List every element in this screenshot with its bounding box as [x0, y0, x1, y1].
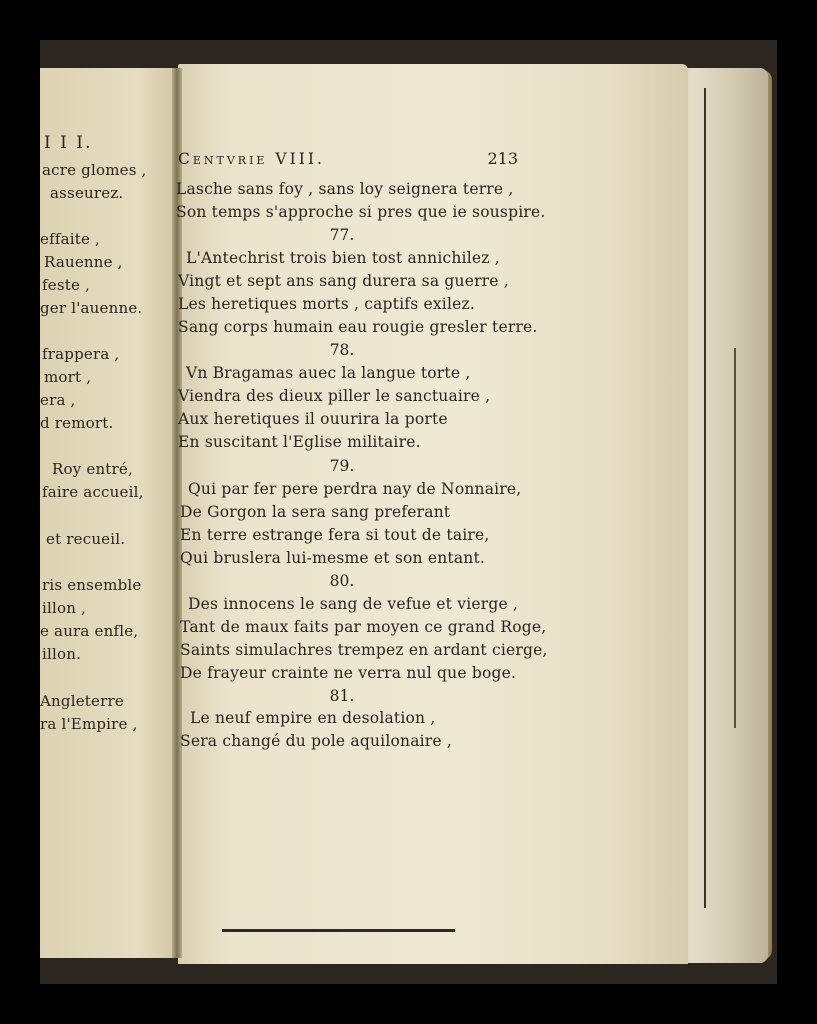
left-line: ris ensemble: [42, 576, 142, 594]
verse-line: Aux heretiques il ouurira la porte: [178, 410, 448, 428]
left-line: ra l'Empire ,: [40, 715, 138, 733]
verse-line: Des innocens le sang de vefue et vierge ,: [188, 595, 519, 613]
left-line: illon ,: [42, 599, 87, 617]
verse-line: Les heretiques morts , captifs exilez.: [178, 295, 475, 313]
verse-line: Lasche sans foy , sans loy seignera terre ,: [176, 180, 514, 198]
verse-line: Vn Bragamas auec la langue torte ,: [186, 364, 471, 382]
quatrain-number: 78.: [329, 341, 355, 359]
left-line: ger l'auenne.: [40, 299, 143, 317]
footer-rule: [222, 929, 455, 932]
left-line: Rauenne ,: [44, 253, 123, 271]
quatrain-number: 79.: [329, 457, 355, 475]
left-line: Angleterre: [40, 692, 124, 710]
verse-line: Qui bruslera lui-mesme et son entant.: [180, 549, 485, 567]
quatrain-number: 77.: [329, 226, 355, 244]
left-line: Roy entré,: [52, 460, 133, 478]
verse-line: Sang corps humain eau rougie gresler terre.: [178, 318, 538, 336]
left-line: et recueil.: [46, 530, 126, 548]
left-line: acre glomes ,: [42, 161, 147, 179]
verse-line: Son temps s'approche si pres que ie souspire.: [176, 203, 546, 221]
left-line: illon.: [42, 645, 82, 663]
running-title: Centvrie VIII.: [178, 150, 325, 168]
left-line: faire accueil,: [42, 483, 144, 501]
verse-line: Le neuf empire en desolation ,: [190, 709, 436, 727]
verse-line: L'Antechrist trois bien tost annichilez ,: [186, 249, 500, 267]
verse-line: De frayeur crainte ne verra nul que boge.: [180, 664, 517, 682]
verse-line: Sera changé du pole aquilonaire ,: [180, 732, 453, 750]
verse-line: Saints simulachres trempez en ardant cierge,: [180, 641, 548, 659]
verse-line: De Gorgon la sera sang preferant: [180, 503, 451, 521]
left-line: effaite ,: [40, 230, 100, 248]
left-line: asseurez.: [50, 184, 124, 202]
quatrain-number: 81.: [329, 687, 355, 705]
running-head: [178, 149, 518, 168]
verse-line: Viendra des dieux piller le sanctuaire ,: [178, 387, 491, 405]
left-running-head: I I I.: [44, 133, 93, 153]
left-line: e aura enfle,: [40, 622, 139, 640]
verse-line: Qui par fer pere perdra nay de Nonnaire,: [188, 480, 522, 498]
left-line: feste ,: [42, 276, 90, 294]
quatrain-number: 80.: [329, 572, 355, 590]
left-line: d remort.: [40, 414, 114, 432]
verse-line: Vingt et sept ans sang durera sa guerre ,: [178, 272, 509, 290]
page-number: 213: [487, 149, 518, 168]
verse-line: En terre estrange fera si tout de taire,: [180, 526, 490, 544]
left-line: frappera ,: [42, 345, 120, 363]
verse-line: En suscitant l'Eglise militaire.: [178, 433, 421, 451]
verse-line: Tant de maux faits par moyen ce grand Roge,: [180, 618, 547, 636]
left-line: era ,: [40, 391, 76, 409]
left-line: mort ,: [44, 368, 92, 386]
